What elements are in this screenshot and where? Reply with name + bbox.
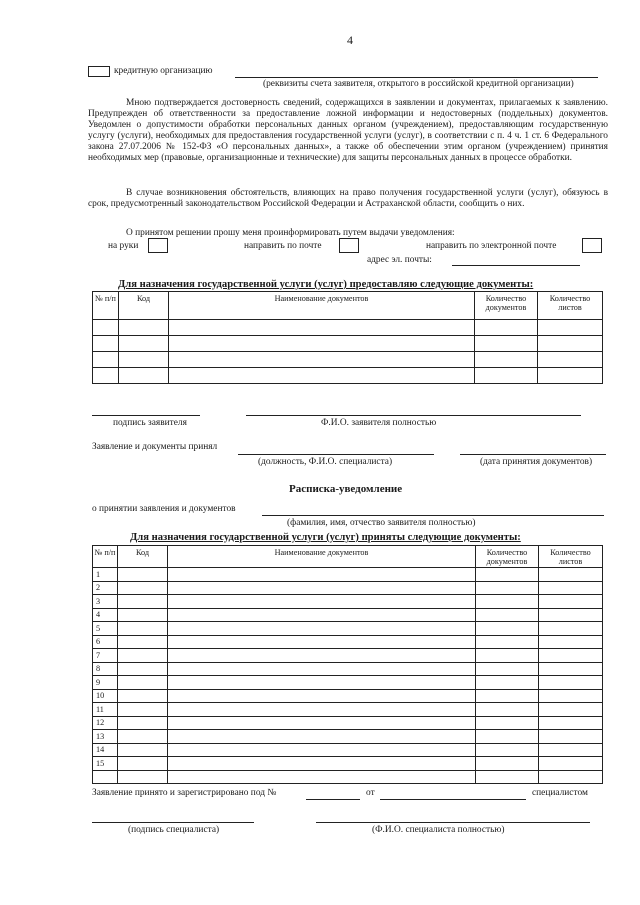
notify-intro: О принятом решении прошу меня проинформировать путем выдачи уведомления: bbox=[126, 228, 455, 238]
notify-email-checkbox[interactable] bbox=[582, 238, 602, 253]
registration-date-line[interactable] bbox=[380, 799, 526, 800]
applicant-name-line[interactable] bbox=[246, 415, 581, 416]
table-row bbox=[93, 689, 603, 703]
table-row bbox=[93, 730, 603, 744]
col-code-header: Код bbox=[119, 292, 169, 320]
accepted-label: Заявление и документы принял bbox=[92, 442, 218, 452]
row-number: 8 bbox=[93, 662, 118, 676]
table-row bbox=[93, 568, 603, 582]
col-code-header: Код bbox=[118, 546, 168, 568]
notify-email-label: направить по электронной почте bbox=[426, 241, 557, 251]
applicant-signature-line[interactable] bbox=[92, 415, 200, 416]
table-row bbox=[93, 716, 603, 730]
table-row bbox=[93, 608, 603, 622]
specialist-signature-line[interactable] bbox=[92, 822, 254, 823]
table-row bbox=[93, 757, 603, 771]
email-address-label: адрес эл. почты: bbox=[367, 255, 432, 265]
table-row bbox=[93, 595, 603, 609]
receipt-name-caption: (фамилия, имя, отчество заявителя полностью) bbox=[287, 518, 476, 528]
accepted-date-line[interactable] bbox=[460, 454, 606, 455]
receipt-title: Расписка-уведомление bbox=[289, 483, 403, 495]
row-number: 15 bbox=[93, 757, 118, 771]
table1-documents bbox=[92, 291, 603, 384]
obligation-paragraph: В случае возникновения обстоятельств, влияющих на право получения государственной услуги (услуг), обязуюсь в срок, предусмотренный законодательством Российской Федерации и Астраханской области, сообщить о них. bbox=[88, 188, 608, 209]
notify-mail-checkbox[interactable] bbox=[339, 238, 359, 253]
notify-mail-label: направить по почте bbox=[244, 241, 322, 251]
applicant-signature-caption: подпись заявителя bbox=[113, 418, 187, 428]
col-qty-docs-header: Количество документов bbox=[475, 292, 538, 320]
row-number: 10 bbox=[93, 689, 118, 703]
col-name-header: Наименование документов bbox=[169, 292, 475, 320]
row-number: 1 bbox=[93, 568, 118, 582]
registration-suffix: специалистом bbox=[532, 788, 588, 798]
col-name-header: Наименование документов bbox=[168, 546, 476, 568]
specialist-name-line[interactable] bbox=[316, 822, 590, 823]
table2-documents bbox=[92, 545, 603, 784]
bank-checkbox-label: кредитную организацию bbox=[114, 66, 213, 76]
table1-heading: Для назначения государственной услуги (услуг) предоставляю следующие документы: bbox=[118, 279, 534, 290]
consent-paragraph: Мною подтверждается достоверность сведений, содержащихся в заявлении и документах, прилагаемых к заявлению. Предупрежден об ответственности за предоставление ложной информации и недостоверных (поддельных) документов. Уведомлен о допустимости обработки персональных данных органом (учреждением), предоставляющим государственную услугу (услуги), необходимых для предоставления государственной услуги (услуг), в соответствии с п. 4 ч. 1 ст. 6 Федерального закона 27.07.2006 № 152-ФЗ «О персональных данных», а также об обеспечении этим органом (учреждением) принятия необходимых мер (правовые, организационные и технические) для защиты персональных данных в процессе обработки. bbox=[88, 98, 608, 163]
table-row bbox=[93, 581, 603, 595]
table-row bbox=[93, 336, 603, 352]
table-row bbox=[93, 622, 603, 636]
table-row bbox=[93, 743, 603, 757]
page-number: 4 bbox=[347, 33, 353, 47]
col-num-header: № п/п bbox=[93, 292, 119, 320]
col-qty-sheets-header: Количество листов bbox=[538, 292, 603, 320]
row-number: 6 bbox=[93, 635, 118, 649]
table-row bbox=[93, 703, 603, 717]
accepted-position-caption: (должность, Ф.И.О. специалиста) bbox=[258, 457, 393, 467]
row-number: 4 bbox=[93, 608, 118, 622]
row-number: 3 bbox=[93, 595, 118, 609]
row-number: 7 bbox=[93, 649, 118, 663]
bank-details-line bbox=[235, 77, 598, 78]
notify-in-person-checkbox[interactable] bbox=[148, 238, 168, 253]
registration-prefix: Заявление принято и зарегистрировано под № bbox=[92, 788, 277, 798]
row-number: 14 bbox=[93, 743, 118, 757]
accepted-date-caption: (дата принятия документов) bbox=[480, 457, 593, 467]
row-number: 5 bbox=[93, 622, 118, 636]
table-row bbox=[93, 368, 603, 384]
row-number: 11 bbox=[93, 703, 118, 717]
receipt-name-line[interactable] bbox=[262, 515, 604, 516]
row-number: 12 bbox=[93, 716, 118, 730]
col-qty-sheets-header: Количество листов bbox=[539, 546, 603, 568]
col-qty-docs-header: Количество документов bbox=[476, 546, 539, 568]
registration-from: от bbox=[366, 788, 375, 798]
registration-number-line[interactable] bbox=[306, 799, 360, 800]
row-number: 2 bbox=[93, 581, 118, 595]
table-row bbox=[93, 662, 603, 676]
bank-checkbox[interactable] bbox=[88, 66, 110, 77]
row-number: 13 bbox=[93, 730, 118, 744]
col-num-header: № п/п bbox=[93, 546, 118, 568]
notify-in-person-label: на руки bbox=[108, 241, 139, 251]
row-number: 9 bbox=[93, 676, 118, 690]
table-row bbox=[93, 635, 603, 649]
accepted-position-line[interactable] bbox=[238, 454, 434, 455]
table-row bbox=[93, 320, 603, 336]
applicant-name-caption: Ф.И.О. заявителя полностью bbox=[321, 418, 437, 428]
table-row bbox=[93, 770, 603, 784]
table-row bbox=[93, 676, 603, 690]
table-row bbox=[93, 649, 603, 663]
specialist-signature-caption: (подпись специалиста) bbox=[128, 825, 220, 835]
bank-details-caption: (реквизиты счета заявителя, открытого в российской кредитной организации) bbox=[263, 79, 574, 89]
specialist-name-caption: (Ф.И.О. специалиста полностью) bbox=[372, 825, 505, 835]
receipt-about: о принятии заявления и документов bbox=[92, 504, 236, 514]
table2-heading: Для назначения государственной услуги (услуг) приняты следующие документы: bbox=[130, 532, 521, 543]
email-address-line[interactable] bbox=[452, 265, 580, 266]
table-row bbox=[93, 352, 603, 368]
